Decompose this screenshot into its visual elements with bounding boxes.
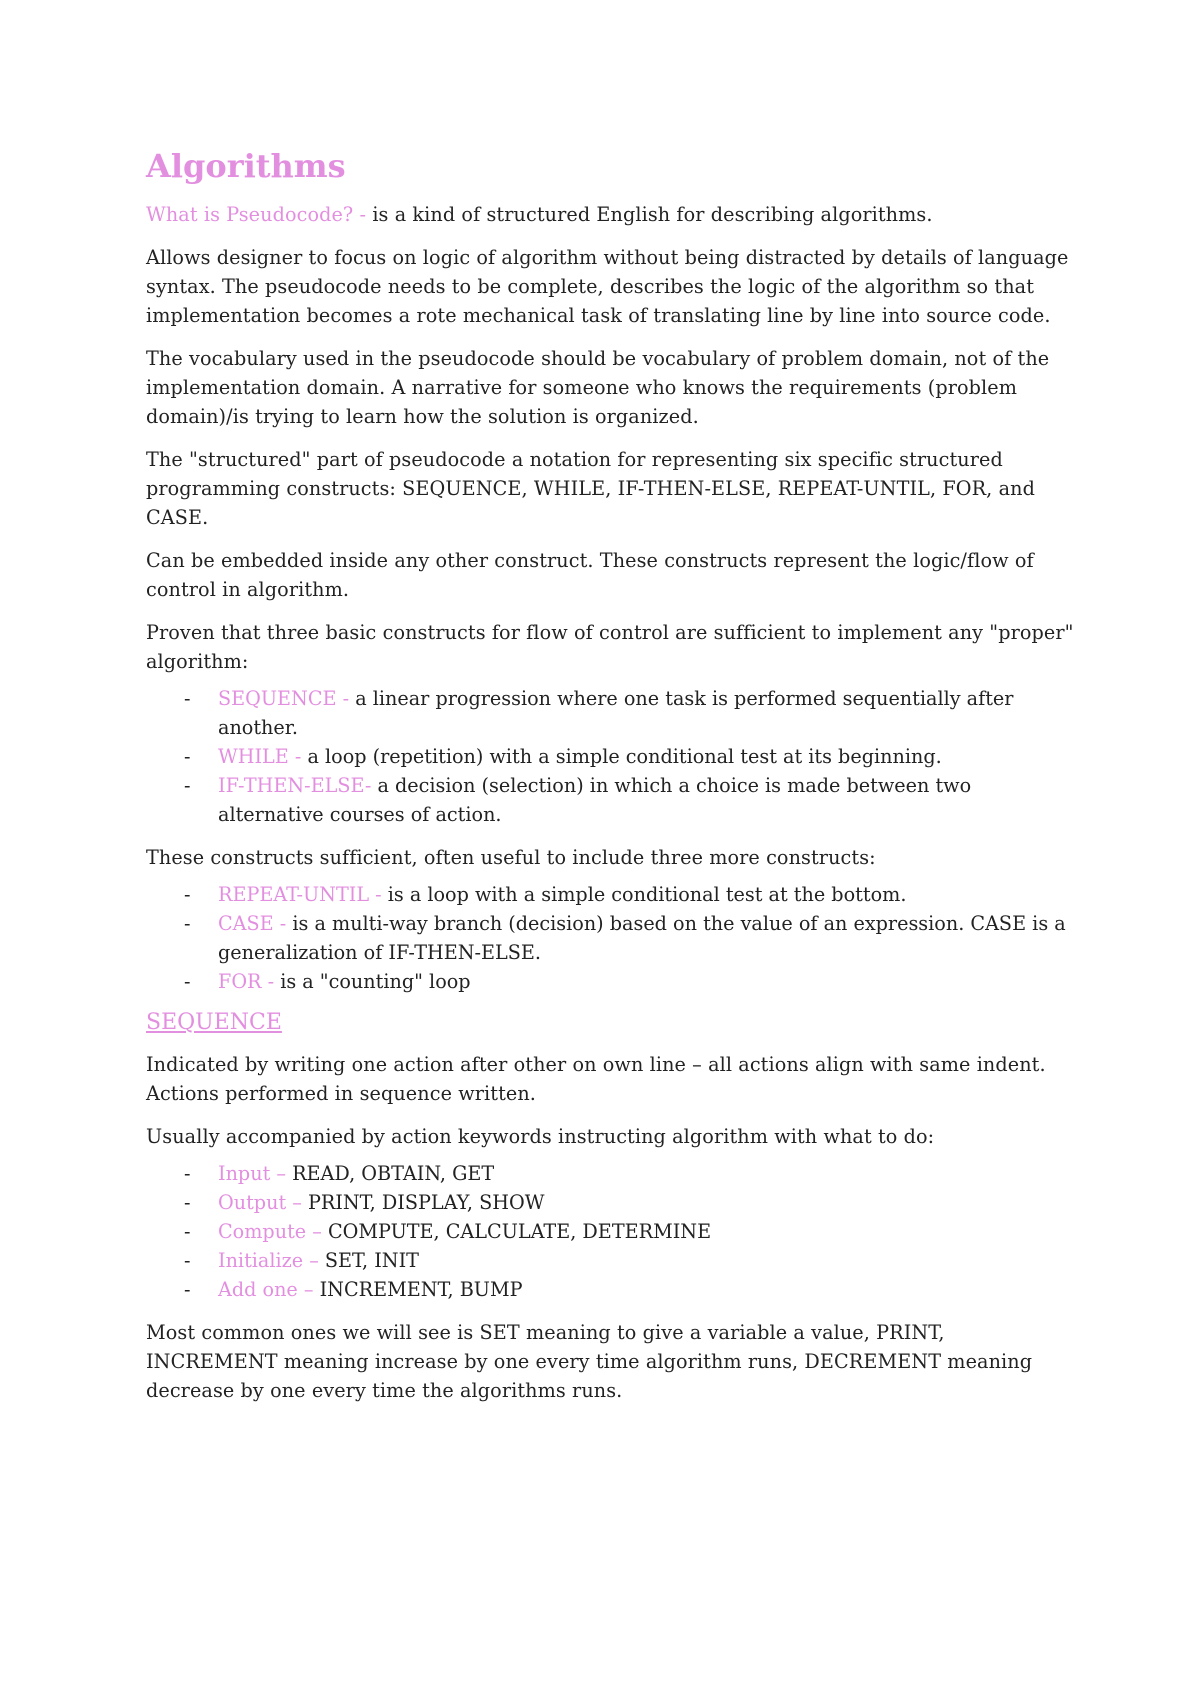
list-item	[146, 684, 1076, 742]
paragraph-syntax: Allows designer to focus on logic of algorithm without being distracted by details of language syntax. The pseudocode needs to be complete, describes the logic of the algorithm so that implementation becomes a rote mechanical task of translating line by line into source code.	[146, 246, 1069, 327]
list-item	[146, 1159, 1076, 1188]
construct-text: a decision (selection) in which a choice is made between two alternative courses of action.	[218, 774, 972, 826]
construct-term: CASE -	[218, 912, 293, 935]
keyword-text: SET, INIT	[324, 1249, 419, 1272]
paragraph-more-constructs: These constructs sufficient, often useful to include three more constructs:	[146, 846, 876, 869]
basic-constructs-list	[146, 684, 1076, 829]
keyword-text: PRINT, DISPLAY, SHOW	[307, 1191, 545, 1214]
paragraph-structured: The "structured" part of pseudocode a notation for representing six specific structured programming constructs: SEQUENCE, WHILE, IF-THEN-ELSE, REPEAT-UNTIL, FOR, and CASE.	[146, 448, 1035, 529]
sequence-heading: SEQUENCE	[146, 1010, 282, 1035]
list-item	[146, 1275, 1076, 1304]
page-title: Algorithms	[146, 147, 346, 185]
construct-term: WHILE -	[218, 745, 308, 768]
construct-term: IF-THEN-ELSE-	[218, 774, 378, 797]
bullet-dash: -	[184, 1220, 191, 1243]
paragraph-embedded: Can be embedded inside any other construct. These constructs represent the logic/flow of control in algorithm.	[146, 549, 1034, 601]
bullet-dash: -	[184, 774, 191, 797]
more-constructs-list	[146, 880, 1076, 996]
intro-term: What is Pseudocode? -	[146, 203, 373, 226]
list-item	[146, 742, 1076, 771]
construct-text: is a "counting" loop	[280, 970, 471, 993]
construct-text: a linear progression where one task is performed sequentially after another.	[218, 687, 1014, 739]
keyword-term: Compute –	[218, 1220, 328, 1243]
intro-text: is a kind of structured English for describing algorithms.	[372, 203, 933, 226]
bullet-dash: -	[184, 1278, 191, 1301]
list-item	[146, 1246, 1076, 1275]
paragraph-proven: Proven that three basic constructs for flow of control are sufficient to implement any "proper" algorithm:	[146, 621, 1074, 673]
list-item	[146, 967, 1076, 996]
paragraph-action-keywords: Usually accompanied by action keywords instructing algorithm with what to do:	[146, 1125, 935, 1148]
bullet-dash: -	[184, 883, 191, 906]
construct-text: a loop (repetition) with a simple conditional test at its beginning.	[307, 745, 942, 768]
paragraph-closing: Most common ones we will see is SET meaning to give a variable a value, PRINT, INCREMENT meaning increase by one every time algorithm runs, DECREMENT meaning decrease by one every time the algorithms runs.	[146, 1321, 1033, 1402]
keyword-text: COMPUTE, CALCULATE, DETERMINE	[327, 1220, 712, 1243]
keyword-term: Output –	[218, 1191, 308, 1214]
bullet-dash: -	[184, 745, 191, 768]
list-item	[146, 1188, 1076, 1217]
construct-term: REPEAT-UNTIL -	[218, 883, 388, 906]
bullet-dash: -	[184, 687, 191, 710]
paragraph-vocabulary: The vocabulary used in the pseudocode should be vocabulary of problem domain, not of the implementation domain. A narrative for someone who knows the requirements (problem domain)/is trying to learn how the solution is organized.	[146, 347, 1050, 428]
bullet-dash: -	[184, 970, 191, 993]
construct-term: FOR -	[218, 970, 281, 993]
construct-term: SEQUENCE -	[218, 687, 356, 710]
keyword-text: READ, OBTAIN, GET	[292, 1162, 495, 1185]
paragraph-sequence-indent: Indicated by writing one action after other on own line – all actions align with same indent. Actions performed in sequence written.	[146, 1053, 1046, 1105]
list-item	[146, 771, 1076, 829]
document-page	[146, 142, 1076, 1419]
construct-text: is a multi-way branch (decision) based on the value of an expression. CASE is a generalization of IF-THEN-ELSE.	[218, 912, 1066, 964]
list-item	[146, 1217, 1076, 1246]
bullet-dash: -	[184, 1249, 191, 1272]
bullet-dash: -	[184, 912, 191, 935]
keyword-term: Add one –	[218, 1278, 320, 1301]
bullet-dash: -	[184, 1191, 191, 1214]
keyword-term: Initialize –	[218, 1249, 325, 1272]
keyword-term: Input –	[218, 1162, 293, 1185]
intro-paragraph	[146, 200, 1076, 229]
keyword-text: INCREMENT, BUMP	[319, 1278, 523, 1301]
list-item	[146, 880, 1076, 909]
list-item	[146, 909, 1076, 967]
construct-text: is a loop with a simple conditional test at the bottom.	[387, 883, 907, 906]
bullet-dash: -	[184, 1162, 191, 1185]
action-keywords-list	[146, 1159, 1076, 1304]
